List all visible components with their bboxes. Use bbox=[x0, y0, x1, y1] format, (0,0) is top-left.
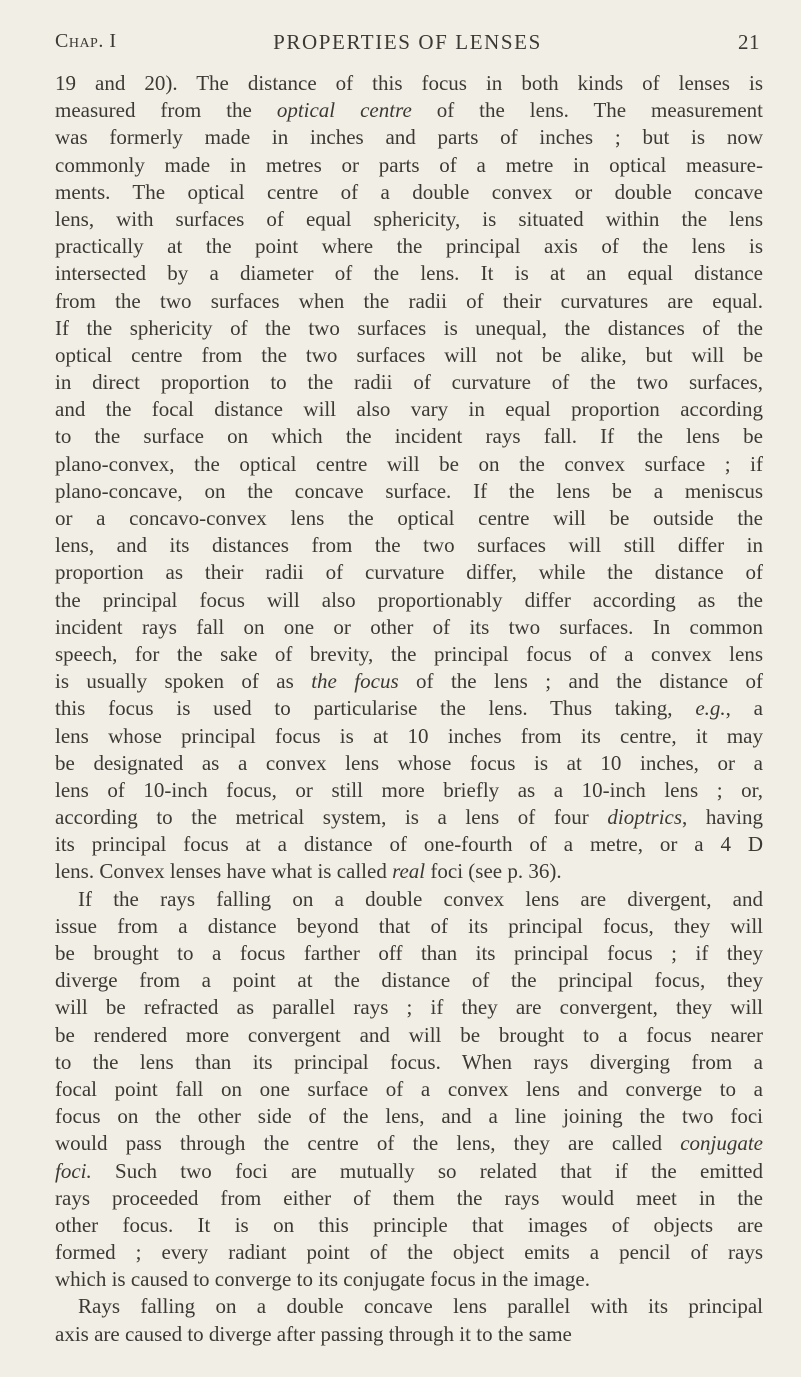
text-run: , having bbox=[682, 805, 763, 830]
text-line bbox=[55, 940, 763, 967]
text-line bbox=[55, 723, 763, 750]
text-run: of the lens. The measurement bbox=[411, 98, 763, 123]
italic-text: optical centre bbox=[276, 98, 412, 123]
text-run: lens of 10-inch focus, or still more briefly as a 10-inch lens ; or, bbox=[55, 777, 763, 802]
italic-text: dioptrics bbox=[607, 805, 683, 830]
text-run: this focus is used to particularise the lens. Thus taking, bbox=[55, 696, 696, 721]
text-line bbox=[55, 124, 763, 151]
text-line bbox=[55, 70, 763, 97]
text-line bbox=[55, 1022, 763, 1049]
text-run: which is caused to converge to its conjugate focus in the image. bbox=[55, 1267, 590, 1292]
text-line bbox=[55, 532, 763, 559]
text-line bbox=[55, 587, 763, 614]
text-run: lens whose principal focus is at 10 inches from its centre, it may bbox=[55, 723, 763, 748]
text-run: from the two surfaces when the radii of their curvatures are equal. bbox=[55, 288, 763, 313]
text-run: commonly made in metres or parts of a metre in optical measure- bbox=[55, 152, 763, 177]
text-line bbox=[55, 478, 763, 505]
text-line bbox=[55, 1103, 763, 1130]
italic-text: foci. bbox=[55, 1158, 92, 1183]
text-line bbox=[55, 315, 763, 342]
text-line bbox=[55, 369, 763, 396]
text-line bbox=[55, 559, 763, 586]
text-run: optical centre from the two surfaces will not be alike, but will be bbox=[55, 342, 763, 367]
text-run: focal point fall on one surface of a convex lens and converge to a bbox=[55, 1076, 763, 1101]
text-line bbox=[55, 804, 763, 831]
running-title: PROPERTIES OF LENSES bbox=[273, 30, 542, 54]
text-line bbox=[55, 886, 763, 913]
text-line bbox=[55, 152, 763, 179]
text-line bbox=[55, 260, 763, 287]
text-line bbox=[55, 1049, 763, 1076]
running-head bbox=[55, 30, 760, 56]
text-run: the principal focus will also proportionably differ according as the bbox=[55, 587, 763, 612]
text-run: ments. The optical centre of a double convex or double concave bbox=[55, 179, 763, 204]
text-line bbox=[55, 994, 763, 1021]
text-line bbox=[55, 858, 763, 885]
text-line bbox=[55, 1266, 763, 1293]
text-line bbox=[55, 342, 763, 369]
text-line bbox=[55, 423, 763, 450]
text-line bbox=[55, 1158, 763, 1185]
text-run: its principal focus at a distance of one-fourth of a metre, or a 4 D bbox=[55, 832, 763, 857]
italic-text: conjugate bbox=[680, 1131, 763, 1156]
text-run: issue from a distance beyond that of its principal focus, they will bbox=[55, 913, 763, 938]
text-line bbox=[55, 913, 763, 940]
text-run: of the lens ; and the distance of bbox=[398, 669, 763, 694]
chapter-label: Chap. I bbox=[55, 30, 117, 52]
text-line bbox=[55, 967, 763, 994]
text-run: 19 and 20). The distance of this focus in both kinds of lenses is bbox=[55, 71, 763, 95]
text-run: be designated as a convex lens whose focus is at 10 inches, or a bbox=[55, 750, 763, 775]
text-run: foci (see p. 36). bbox=[425, 859, 562, 884]
text-line bbox=[55, 1293, 763, 1320]
text-run: other focus. It is on this principle that images of objects are bbox=[55, 1212, 763, 1237]
text-run: to the lens than its principal focus. When rays diverging from a bbox=[55, 1049, 763, 1074]
text-line bbox=[55, 641, 763, 668]
text-run: speech, for the sake of brevity, the principal focus of a convex lens bbox=[55, 641, 763, 666]
text-run: incident rays fall on one or other of its two surfaces. In common bbox=[55, 614, 763, 639]
text-run: plano-concave, on the concave surface. If the lens be a meniscus bbox=[55, 478, 763, 503]
page-number: 21 bbox=[738, 30, 760, 54]
text-run: in direct proportion to the radii of curvature of the two surfaces, bbox=[55, 370, 763, 395]
text-run: proportion as their radii of curvature differ, while the distance of bbox=[55, 560, 763, 585]
text-run: or a concavo-convex lens the optical centre will be outside the bbox=[55, 506, 763, 530]
text-line bbox=[55, 1321, 763, 1348]
text-run: be rendered more convergent and will be brought to a focus nearer bbox=[55, 1022, 763, 1047]
text-line bbox=[55, 695, 763, 722]
text-run: lens, and its distances from the two surfaces will still differ in bbox=[55, 533, 763, 558]
text-line bbox=[55, 668, 763, 695]
text-run: focus on the other side of the lens, and a line joining the two foci bbox=[55, 1104, 763, 1129]
italic-text: real bbox=[392, 859, 426, 884]
text-line bbox=[55, 451, 763, 478]
text-line bbox=[55, 777, 763, 804]
text-line bbox=[55, 1076, 763, 1103]
text-run: measured from the bbox=[55, 98, 277, 123]
italic-text: the focus bbox=[311, 669, 399, 694]
text-line bbox=[55, 1239, 763, 1266]
text-run: would pass through the centre of the lens, they are called bbox=[55, 1131, 681, 1156]
body-text bbox=[55, 70, 763, 1348]
text-line bbox=[55, 505, 763, 532]
text-run: axis are caused to diverge after passing through it to the same bbox=[55, 1321, 572, 1346]
text-run: plano-convex, the optical centre will be on the convex surface ; if bbox=[55, 451, 763, 476]
text-line bbox=[55, 750, 763, 777]
text-run: practically at the point where the principal axis of the lens is bbox=[55, 234, 763, 259]
text-line bbox=[55, 233, 763, 260]
text-run: If the rays falling on a double convex lens are divergent, and bbox=[78, 886, 763, 911]
text-line bbox=[55, 396, 763, 423]
text-run: , a bbox=[725, 696, 763, 721]
text-line bbox=[55, 179, 763, 206]
text-run: lens. Convex lenses have what is called bbox=[55, 859, 393, 884]
text-run: be brought to a focus farther off than its principal focus ; if they bbox=[55, 941, 763, 965]
text-line bbox=[55, 1185, 763, 1212]
text-line bbox=[55, 288, 763, 315]
text-run: Such two foci are mutually so related that if the emitted bbox=[91, 1158, 763, 1183]
text-run: was formerly made in inches and parts of inches ; but is now bbox=[55, 125, 763, 150]
text-run: to the surface on which the incident rays fall. If the lens be bbox=[55, 424, 763, 449]
text-run: will be refracted as parallel rays ; if they are convergent, they will bbox=[55, 995, 763, 1020]
text-run: diverge from a point at the distance of the principal focus, they bbox=[55, 968, 763, 993]
text-run: Rays falling on a double concave lens parallel with its principal bbox=[78, 1294, 763, 1319]
text-line bbox=[55, 831, 763, 858]
text-run: according to the metrical system, is a lens of four bbox=[55, 805, 608, 830]
text-line bbox=[55, 614, 763, 641]
text-line bbox=[55, 206, 763, 233]
text-line bbox=[55, 97, 763, 124]
text-line bbox=[55, 1212, 763, 1239]
text-run: rays proceeded from either of them the rays would meet in the bbox=[55, 1185, 763, 1210]
italic-text: e.g. bbox=[695, 696, 726, 721]
text-run: is usually spoken of as bbox=[55, 669, 312, 694]
text-run: lens, with surfaces of equal sphericity, is situated within the lens bbox=[55, 206, 763, 231]
text-run: and the focal distance will also vary in equal proportion according bbox=[55, 397, 763, 422]
text-run: intersected by a diameter of the lens. It is at an equal distance bbox=[55, 261, 763, 286]
text-line bbox=[55, 1130, 763, 1157]
text-run: formed ; every radiant point of the object emits a pencil of rays bbox=[55, 1240, 763, 1265]
text-run: If the sphericity of the two surfaces is unequal, the distances of the bbox=[55, 315, 763, 340]
